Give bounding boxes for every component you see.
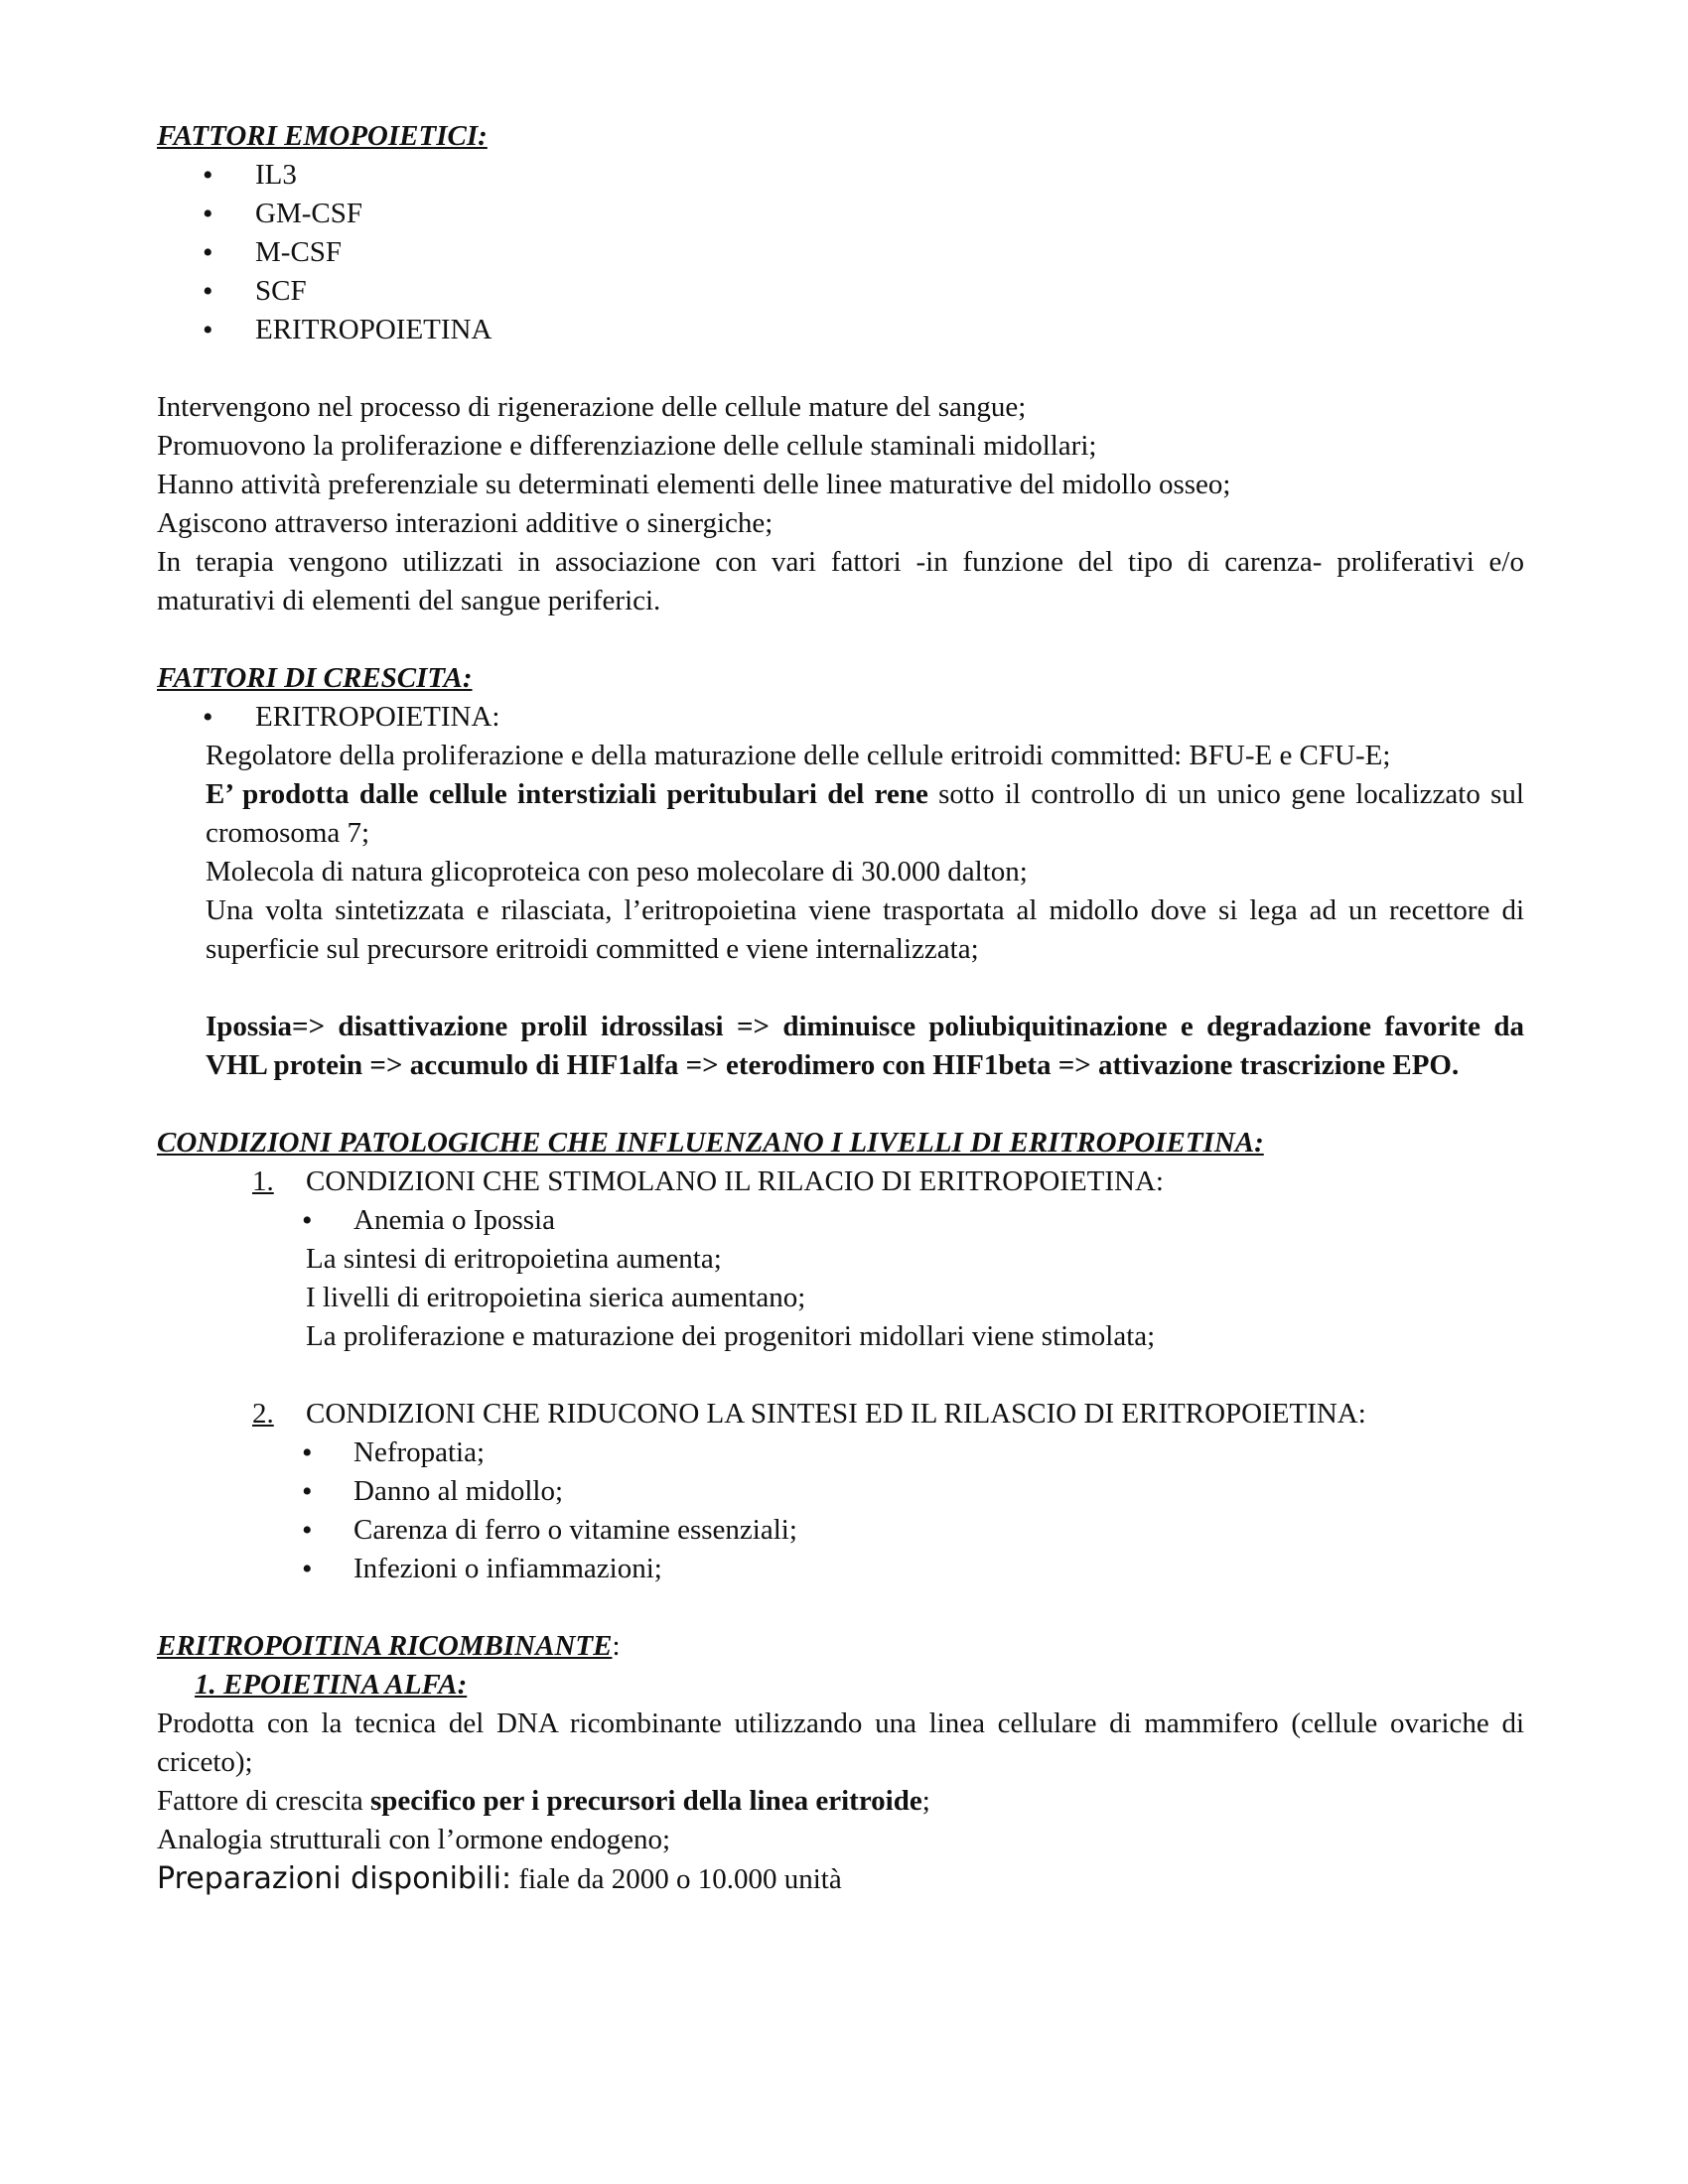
factor-prefix: Fattore di crescita <box>157 1785 370 1817</box>
factor-bold-text: specifico per i precursori della linea eritroide <box>370 1785 922 1817</box>
produced-paragraph <box>206 775 1524 853</box>
therapy-paragraph: In terapia vengono utilizzati in associazione con vari fattori -in funzione del tipo di carenza- proliferativi e/o maturativi di elementi del sangue periferici. <box>157 546 1524 616</box>
section-heading-condizioni-patologiche: CONDIZIONI PATOLOGICHE CHE INFLUENZANO I LIVELLI DI ERITROPOIETINA: <box>157 1127 1264 1159</box>
condition-1-list <box>157 1201 1524 1240</box>
section-heading-fattori-emopoietici: FATTORI EMOPOIETICI: <box>157 120 488 152</box>
paragraph-line: I livelli di eritropoietina sierica aumentano; <box>306 1282 806 1313</box>
preparations-label: Preparazioni disponibili: <box>157 1861 512 1896</box>
section-heading-eritropoitina-ricombinante-row <box>157 1627 1524 1666</box>
factor-paragraph <box>157 1782 1524 1821</box>
paragraph-line: Intervengono nel processo di rigenerazione delle cellule mature del sangue; <box>157 391 1027 423</box>
preparations-paragraph <box>157 1859 1524 1899</box>
heading-colon: : <box>612 1630 621 1662</box>
section-heading-fattori-di-crescita: FATTORI DI CRESCITA: <box>157 662 473 694</box>
analogy-paragraph: Analogia strutturali con l’ormone endogeno; <box>157 1824 671 1855</box>
list-item: • ERITROPOIETINA: <box>157 698 1524 737</box>
regulator-paragraph: Regolatore della proliferazione e della maturazione delle cellule eritroidi committed: BFU-E e CFU-E; <box>206 740 1391 771</box>
produced-rest-text: sotto il controllo di un unico gene localizzato sul cromosoma 7; <box>206 778 1524 849</box>
condition-number: 1. <box>252 1165 274 1197</box>
hypoxia-paragraph: Ipossia=> disattivazione prolil idrossilasi => diminuisce poliubiquitinazione e degradazione favorite da VHL protein => accumulo di HIF1alfa => eterodimero con HIF1beta => attivazione trascrizione EPO. <box>206 1011 1524 1081</box>
list-item: • Danno al midollo; <box>157 1472 1524 1511</box>
section-heading-eritropoitina-ricombinante: ERITROPOITINA RICOMBINANTE <box>157 1630 613 1662</box>
paragraph-line: La sintesi di eritropoietina aumenta; <box>306 1243 722 1275</box>
produced-bold-text: E’ prodotta dalle cellule interstiziali peritubulari del rene <box>206 778 928 810</box>
list-item: • Nefropatia; <box>157 1433 1524 1472</box>
paragraph-line: La proliferazione e maturazione dei progenitori midollari viene stimolata; <box>306 1320 1156 1352</box>
list-item: • Carenza di ferro o vitamine essenziali; <box>157 1511 1524 1550</box>
condition-1-title <box>157 1162 1524 1201</box>
list-item: • Anemia o Ipossia <box>157 1201 1524 1240</box>
produced-recombinant-paragraph: Prodotta con la tecnica del DNA ricombinante utilizzando una linea cellulare di mammifero (cellule ovariche di criceto); <box>157 1707 1524 1778</box>
factor-suffix: ; <box>921 1785 930 1817</box>
emopoietic-factors-list <box>157 156 1524 349</box>
paragraph-line: Agiscono attraverso interazioni additive o sinergiche; <box>157 507 774 539</box>
molecule-paragraph: Molecola di natura glicoproteica con peso molecolare di 30.000 dalton; <box>206 856 1028 887</box>
list-item: • SCF <box>157 272 1524 311</box>
preparations-value: fiale da 2000 o 10.000 unità <box>511 1863 842 1895</box>
list-item: • M-CSF <box>157 233 1524 272</box>
condition-title-text: CONDIZIONI CHE STIMOLANO IL RILACIO DI ERITROPOIETINA: <box>306 1165 1164 1197</box>
condition-2-list <box>157 1433 1524 1588</box>
condition-number: 2. <box>252 1398 274 1430</box>
list-item: • Infezioni o infiammazioni; <box>157 1550 1524 1588</box>
paragraph-line: Promuovono la proliferazione e differenziazione delle cellule staminali midollari; <box>157 430 1097 462</box>
growth-factors-list <box>157 698 1524 737</box>
epoietina-alfa-heading: 1. EPOIETINA ALFA: <box>195 1669 468 1701</box>
transport-paragraph: Una volta sintetizzata e rilasciata, l’eritropoietina viene trasportata al midollo dove si lega ad un recettore di superficie sul precursore eritroidi committed e viene internalizzata; <box>206 894 1524 965</box>
list-item: • GM-CSF <box>157 195 1524 233</box>
list-item: • ERITROPOIETINA <box>157 311 1524 349</box>
list-item: • IL3 <box>157 156 1524 195</box>
condition-2-title <box>157 1395 1524 1433</box>
condition-title-text: CONDIZIONI CHE RIDUCONO LA SINTESI ED IL RILASCIO DI ERITROPOIETINA: <box>306 1398 1366 1430</box>
document-page <box>157 117 1524 1899</box>
paragraph-line: Hanno attività preferenziale su determinati elementi delle linee maturative del midollo osseo; <box>157 469 1231 500</box>
erythropoietin-description <box>157 737 1524 1085</box>
